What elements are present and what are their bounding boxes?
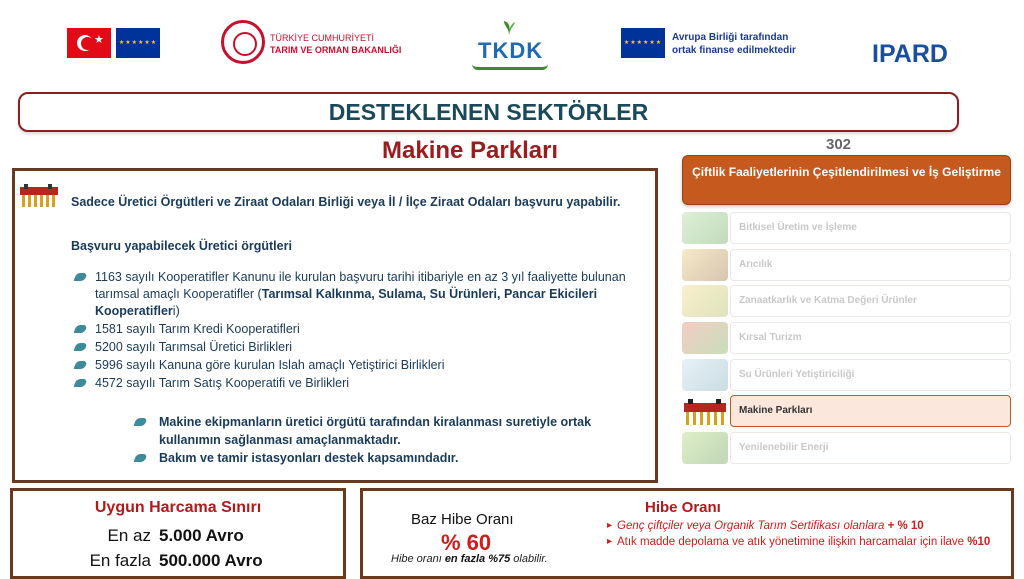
intro-text: Sadece Üretici Örgütleri ve Ziraat Odaları Birliği veya İl / İlçe Ziraat Odaları başvuru yapabilir. xyxy=(71,195,621,209)
list-item xyxy=(75,269,655,320)
grant-item-1-text: Genç çiftçiler veya Organik Tarım Sertifikası olanlara xyxy=(617,520,885,532)
main-content-box xyxy=(12,168,658,483)
spending-limit-box xyxy=(10,488,346,579)
eu-line-1: Avrupa Birliği tarafından xyxy=(672,32,789,43)
ministry-line-1: TÜRKİYE CUMHURİYETİ xyxy=(270,33,375,43)
base-grant-label: Baz Hibe Oranı xyxy=(411,511,514,528)
leaf-bullet-icon xyxy=(74,379,88,387)
page-subtitle: Makine Parkları xyxy=(382,137,559,164)
org-5-text: 4572 sayılı Tarım Satış Kooperatifi ve Birlikleri xyxy=(95,376,350,390)
ministry-line-2: TARIM VE ORMAN BAKANLIĞI xyxy=(270,45,402,55)
sector-item-renewable-energy[interactable] xyxy=(682,432,1011,464)
grant-bonus-list xyxy=(607,518,1007,550)
grant-item-2-bonus: %10 xyxy=(967,536,991,548)
ipard-logo: IPARD xyxy=(872,40,948,68)
sector-label: Bitkisel Üretim ve İşleme xyxy=(730,212,1011,244)
sector-label: Su Ürünleri Yetiştiriciliği xyxy=(730,359,1011,391)
plant-thumbnail-icon xyxy=(682,212,728,244)
leaf-bullet-icon xyxy=(74,273,88,281)
list-item xyxy=(135,449,655,467)
org-1-bold: Tarımsal Kalkınma, Sulama, Su Ürünleri, Pancar Ekicileri Kooperatifler xyxy=(95,287,598,318)
org-1-text: 1163 sayılı Kooperatifler Kanunu ile kurulan başvuru tarihi itibariyle en az 3 yıl faaliyette bulunan tarımsal amaçlı Kooperatifler ( xyxy=(95,270,626,301)
grant-item-2-text: Atık madde depolama ve atık yönetimine ilişkin harcamalar için ilave xyxy=(617,536,965,548)
page-number: 302 xyxy=(826,136,852,153)
fish-farm-thumbnail-icon xyxy=(682,359,728,391)
sector-item-beekeeping[interactable] xyxy=(682,249,1011,281)
spending-min-value: 5.000 Avro xyxy=(159,526,244,545)
list-item xyxy=(75,375,655,392)
eu-funding-text xyxy=(672,31,796,57)
page-title: DESTEKLENEN SEKTÖRLER xyxy=(328,99,649,125)
leaf-bullet-icon xyxy=(134,418,148,426)
farm-machine-icon xyxy=(18,183,62,209)
sector-label: Kırsal Turizm xyxy=(730,322,1011,354)
ministry-logo-text xyxy=(270,32,401,56)
sector-item-crafts[interactable] xyxy=(682,285,1011,317)
sector-label: Zanaatkarlık ve Katma Değeri Ürünler xyxy=(730,285,1011,317)
grant-title: Hibe Oranı xyxy=(645,499,721,516)
spending-title: Uygun Harcama Sınırı xyxy=(94,499,262,516)
org-1-tail: i) xyxy=(172,304,180,318)
grant-max-note xyxy=(391,553,548,565)
sector-item-rural-tourism[interactable] xyxy=(682,322,1011,354)
list-item xyxy=(75,357,655,374)
grant-note-bold: en fazla %75 xyxy=(444,553,511,565)
eu-flag-icon: ★★★★★★ xyxy=(621,28,665,58)
base-grant-value: % 60 xyxy=(441,530,492,555)
list-item xyxy=(75,339,655,356)
grant-rate-box xyxy=(360,488,1014,579)
organizations-list xyxy=(75,269,655,393)
list-item xyxy=(75,321,655,338)
sector-label: Yenilenebilir Enerji xyxy=(730,432,1011,464)
sector-label: Makine Parkları xyxy=(730,395,1011,427)
sector-label: Arıcılık xyxy=(730,249,1011,281)
tkdk-wave-icon xyxy=(472,64,548,70)
sector-item-aquaculture[interactable] xyxy=(682,359,1011,391)
bicycle-thumbnail-icon xyxy=(682,322,728,354)
tkdk-logo: TKDK xyxy=(478,38,544,63)
turkey-flag-icon: ★ xyxy=(67,28,111,58)
title-banner xyxy=(18,92,959,132)
eu-flag-icon: ★★★★★★ xyxy=(116,28,160,58)
list-item xyxy=(607,534,1007,550)
farm-machine-thumbnail-icon xyxy=(682,395,728,427)
leaf-bullet-icon xyxy=(74,325,88,333)
note-2-text: Bakım ve tamir istasyonları destek kapsamındadır. xyxy=(159,451,459,465)
bee-thumbnail-icon xyxy=(682,249,728,281)
leaf-bullet-icon xyxy=(74,361,88,369)
logo-row xyxy=(0,14,1024,74)
spending-min-label: En az xyxy=(107,526,151,545)
crafts-thumbnail-icon xyxy=(682,285,728,317)
spending-max-label: En fazla xyxy=(89,551,151,570)
list-item xyxy=(607,518,1007,534)
spending-max-value: 500.000 Avro xyxy=(159,551,263,570)
tkdk-leaf-icon xyxy=(502,18,516,36)
eu-line-2: ortak finanse edilmektedir xyxy=(672,45,796,56)
energy-thumbnail-icon xyxy=(682,432,728,464)
leaf-bullet-icon xyxy=(74,343,88,351)
leaf-bullet-icon xyxy=(134,454,148,462)
sector-item-crop-production[interactable] xyxy=(682,212,1011,244)
org-4-text: 5996 sayılı Kanuna göre kurulan Islah amaçlı Yetiştirici Birlikleri xyxy=(95,358,445,372)
list-item xyxy=(135,413,655,449)
notes-list xyxy=(135,413,655,467)
org-3-text: 5200 sayılı Tarımsal Üretici Birlikleri xyxy=(95,340,293,354)
organizations-heading: Başvuru yapabilecek Üretici örgütleri xyxy=(71,239,292,253)
grant-note-pre: Hibe oranı xyxy=(391,553,445,565)
note-1-text: Makine ekipmanların üretici örgütü tarafından kiralanması suretiyle ortak kullanımın sağlanması amaçlanmaktadır. xyxy=(159,415,592,447)
ministry-seal-icon xyxy=(221,20,265,64)
grant-note-post: olabilir. xyxy=(510,553,548,565)
grant-item-1-bonus: + % 10 xyxy=(887,520,924,532)
sector-item-machinery-parks[interactable] xyxy=(682,395,1011,427)
org-2-text: 1581 sayılı Tarım Kredi Kooperatifleri xyxy=(95,322,300,336)
sector-panel-header: Çiftlik Faaliyetlerinin Çeşitlendirilmesi ve İş Geliştirme xyxy=(682,155,1011,205)
